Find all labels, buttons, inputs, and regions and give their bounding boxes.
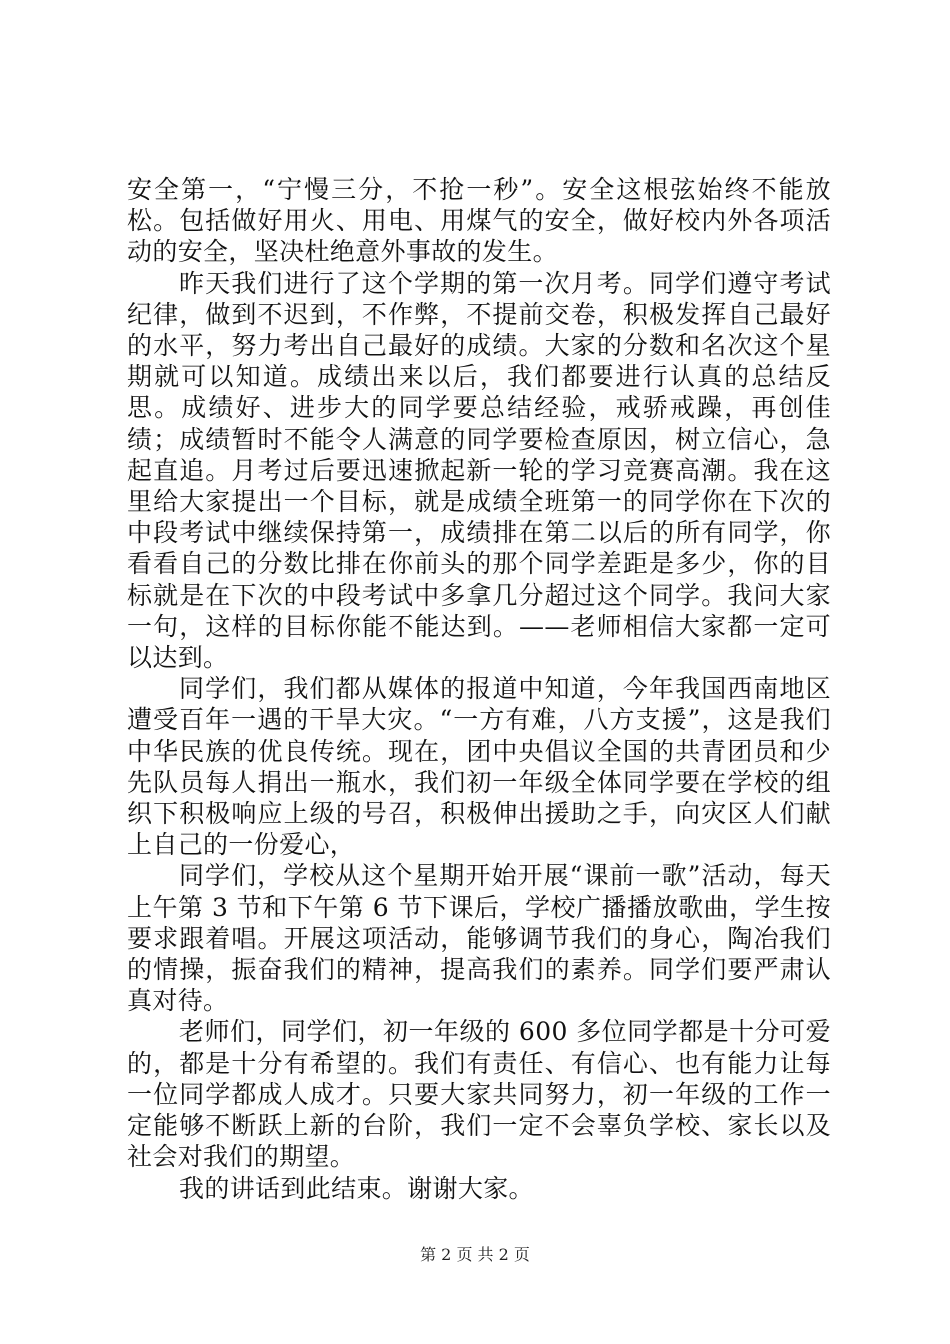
paragraph-closing: 我的讲话到此结束。谢谢大家。 — [179, 1173, 534, 1203]
paragraph-safety: 安全第一，“宁慢三分，不抢一秒”。安全这根弦始终不能放松。包括做好用火、用电、用煤气的安全，做好校内外各项活动的安全，坚决杜绝意外事故的发生。 — [127, 175, 831, 267]
page-number-footer: 第 2 页 共 2 页 — [420, 1245, 530, 1264]
document-body — [127, 174, 831, 1204]
paragraph-drought-relief: 同学们，我们都从媒体的报道中知道，今年我国西南地区遭受百年一遇的干旱大灾。“一方有难，八方支援”，这是我们中华民族的优良传统。现在，团中央倡议全国的共青团员和少先队员每人捐出一瓶水，我们初一年级全体同学要在学校的组织下积极响应上级的号召，积极伸出援助之手，向灾区人们献上自己的一份爱心， — [127, 674, 831, 860]
paragraph-monthly-exam: 昨天我们进行了这个学期的第一次月考。同学们遵守考试纪律，做到不迟到，不作弊，不提前交卷，积极发挥自己最好的水平，努力考出自己最好的成绩。大家的分数和名次这个星期就可以知道。成绩出来以后，我们都要进行认真的总结反思。成绩好、进步大的同学要总结经验，戒骄戒躁，再创佳绩；成绩暂时不能令人满意的同学要检查原因，树立信心，急起直追。月考过后要迅速掀起新一轮的学习竞赛高潮。我在这里给大家提出一个目标，就是成绩全班第一的同学你在下次的中段考试中继续保持第一，成绩排在第二以后的所有同学，你看看自己的分数比排在你前头的那个同学差距是多少，你的目标就是在下次的中段考试中多拿几分超过这个同学。我问大家一句，这样的目标你能不能达到。——老师相信大家都一定可以达到。 — [127, 268, 831, 673]
paragraph-expectations: 老师们，同学们，初一年级的 600 多位同学都是十分可爱的，都是十分有希望的。我们有责任、有信心、也有能力让每一位同学都成人成才。只要大家共同努力，初一年级的工作一定能够不断跃上新的台阶，我们一定不会辜负学校、家长以及社会对我们的期望。 — [127, 1017, 831, 1172]
paragraph-song-activity: 同学们，学校从这个星期开始开展“课前一歌”活动，每天上午第 3 节和下午第 6 节下课后，学校广播播放歌曲，学生按要求跟着唱。开展这项活动，能够调节我们的身心，陶冶我们的情操，振奋我们的精神，提高我们的素养。同学们要严肃认真对待。 — [127, 861, 831, 1016]
